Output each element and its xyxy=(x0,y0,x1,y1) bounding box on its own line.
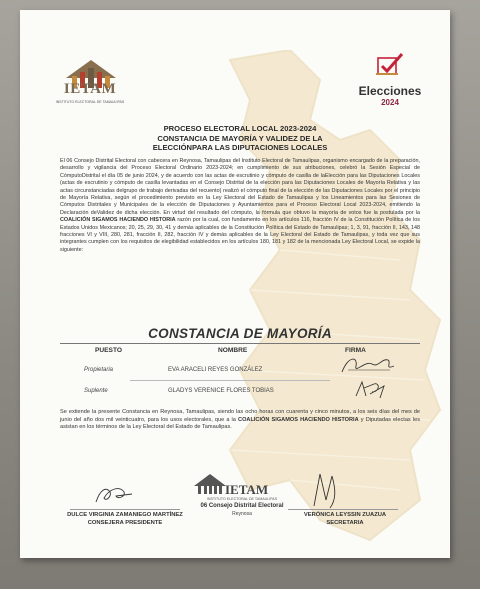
title-line-2: CONSTANCIA DE MAYORÍA Y VALIDEZ DE LA xyxy=(157,133,323,143)
secretary-name: VERÓNICA LEYSSIN ZUAZUA xyxy=(303,512,387,518)
row-propietaria-puesto: Propietaria xyxy=(84,367,114,373)
suplente-signature xyxy=(350,378,390,402)
footer-city: Reynosa xyxy=(232,511,252,517)
row-suplente-puesto: Suplente xyxy=(84,388,108,394)
title-line-3: ELECCIÓNPARA LAS DIPUTACIONES LOCALES xyxy=(152,143,328,152)
body-coalition-name: COALICIÓN SIGAMOS HACIENDO HISTORIA xyxy=(60,217,176,224)
president-role: CONSEJERA PRESIDENTE xyxy=(87,520,163,526)
body-paragraph xyxy=(60,158,420,254)
body-text-start: El 06 Consejo Distrital Electoral con cabecera en Reynosa, Tamaulipas del Instituto Electoral de Tamaulipas, organismo encargado de la preparación, desarrollo y vigilancia del Proceso Electoral Ordinario 2023-2024; en cumplimiento de sus atribuciones, celebró la Sesión Especial de CómputoDistrital el día 05 de junio 2024, y de acuerdo con las actas de escrutinio y cómputo de casilla de laElección para las Diputaciones Locales (actas de escrutinio y cómputo de casilla levantadas en el Consejo Distrital de la elección para las Diputaciones Locales de Mayoría Relativa y las actas circunstanciadas delgrupo de trabajo derivadas del recuento) realizó el cómputo final de la elección de las Diputaciones Locales por el principio de Mayoría Relativa, según el procedimiento previsto en la Ley Electoral del Estado de Tamaulipas y los Lineamientos para las Sesiones de Cómputos Distritales y Municipales de la elección de Diputaciones y Ayuntamientos para el Proceso Electoral Local 2023-2024, emitiendo la Declaración deValidez de dicha elección. En virtud del resultado del cómputo, la fórmula que obtuvo la mayoría de votos fue la postulada por la xyxy=(60,158,420,216)
footer-council-name: 06 Consejo Distrital Electoral xyxy=(200,503,284,509)
row-propietaria-nombre: EVA ARACELI REYES GONZÁLEZ xyxy=(168,367,263,373)
footer-ietam-text: IETAM xyxy=(225,482,269,497)
body-text-end: razón por la cual, con fundamento en los artículos 116, fracción IV de la Constitución Política de los Estados Unidos Mexicanos; 20, 25, 29, 30, 41 y demás aplicables de la Constitución Política del Estado de Tamaulipas; 1, 3, 91, fracción II, 143, 148 fracciones VI y VIII, 280, 281, fracción II, 282, fracción IV y demás aplicables de la Ley Electoral del Estado de Tamaulipas, y toda vez que sus integrantes cumplen con los requisitos de elegibilidad establecidos en los artículos 180, 181 y 182 de la mencionada Ley Electoral Local, se expide la siguiente: xyxy=(60,217,421,253)
secretary-signature xyxy=(306,470,346,510)
heading-underline xyxy=(60,343,420,344)
secretary-role: SECRETARIA xyxy=(326,520,364,526)
closing-text-start: Se extiende la presente Constancia en Reynosa, Tamaulipas, siendo las ocho horas con cuarenta y cinco minutos, a los seis días del mes de junio del año dos mil veinticuatro, para los usos electorales, que a la xyxy=(60,409,420,423)
certificate-sheet xyxy=(20,10,450,558)
president-signature xyxy=(92,480,136,508)
row-suplente-nombre: GLADYS VERENICE FLORES TOBIAS xyxy=(168,388,274,394)
closing-text-end: y Diputadas electas les asistan en los términos de la Ley Electoral del Estado de Tamaulipas. xyxy=(60,416,420,431)
closing-paragraph xyxy=(60,409,420,432)
secretary-signature-line xyxy=(288,509,398,510)
president-signature-line xyxy=(70,509,180,510)
column-header-puesto: PUESTO xyxy=(95,347,122,354)
row-divider xyxy=(130,380,330,381)
ietam-logo-subtext: INSTITUTO ELECTORAL DE TAMAULIPAS xyxy=(55,100,125,104)
title-line-1: PROCESO ELECTORAL LOCAL 2023-2024 xyxy=(163,124,317,133)
document-title xyxy=(115,124,365,153)
ietam-logo-text: IETAM xyxy=(63,81,117,97)
elecciones-logo-text: Elecciones xyxy=(358,84,422,98)
column-header-nombre: NOMBRE xyxy=(218,347,248,354)
closing-coalition-name: COALICIÓN SIGAMOS HACIENDO HISTORIA xyxy=(238,416,359,423)
footer-institute-name: INSTITUTO ELECTORAL DE TAMAULIPAS xyxy=(206,497,278,501)
elecciones-logo-year: 2024 xyxy=(381,98,399,107)
propietaria-signature xyxy=(338,352,398,378)
column-header-firma: FIRMA xyxy=(345,347,366,354)
president-name: DULCE VIRGINIA ZAMANIEGO MARTÍNEZ xyxy=(67,512,183,518)
constancia-heading: CONSTANCIA DE MAYORÍA xyxy=(148,326,332,341)
